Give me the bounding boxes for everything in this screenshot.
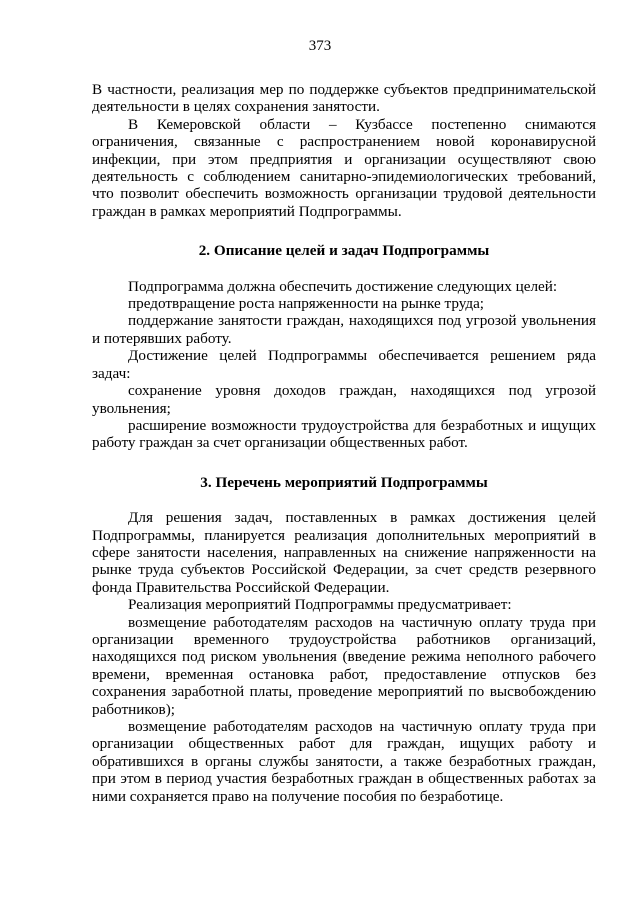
paragraph-support-measures: В частности, реализация мер по поддержке субъектов предпринимательской деятельности в целях сохранения занятости. xyxy=(92,81,596,116)
paragraph-measures-plan: Для решения задач, поставленных в рамках достижения целей Подпрограммы, планируется реализация дополнительных мероприятий в сфере занятости населения, направленных на снижение напряженности на рынке труда субъектов Российской Федерации, за счет средств резервного фонда Правительства Российской Федерации. xyxy=(92,509,596,596)
section-heading-measures: 3. Перечень мероприятий Подпрограммы xyxy=(200,473,488,491)
paragraph-goals-intro: Подпрограмма должна обеспечить достижение следующих целей: xyxy=(128,277,558,295)
paragraph-goal-prevent-tension: предотвращение роста напряженности на рынке труда; xyxy=(128,295,485,313)
paragraph-task-income: сохранение уровня доходов граждан, находящихся под угрозой увольнения; xyxy=(92,382,596,417)
paragraph-measure-public-works: возмещение работодателям расходов на частичную оплату труда при организации общественных работ для граждан, ищущих работу и обратившихся в органы службы занятости, а также безработных граждан, при этом в период участия безработных граждан в общественных работах за ними сохраняется право на получение пособия по безработице. xyxy=(92,718,596,805)
paragraph-tasks-intro: Достижение целей Подпрограммы обеспечивается решением ряда задач: xyxy=(92,347,596,382)
page-number: 373 xyxy=(308,38,332,54)
section-heading-goals: 2. Описание целей и задач Подпрограммы xyxy=(198,242,490,260)
document-body xyxy=(92,81,596,805)
paragraph-goal-employment: поддержание занятости граждан, находящихся под угрозой увольнения и потерявших работу. xyxy=(92,312,596,347)
paragraph-measure-temporary-employment: возмещение работодателям расходов на частичную оплату труда при организации временного трудоустройства работников организаций, находящихся под риском увольнения (введение режима неполного рабочего времени, временная остановка работ, предоставление отпусков без сохранения заработной платы, проведение мероприятий по высвобождению работников); xyxy=(92,613,596,718)
paragraph-measures-intro: Реализация мероприятий Подпрограммы предусматривает: xyxy=(128,596,512,614)
paragraph-kuzbass-restrictions: В Кемеровской области – Кузбассе постепенно снимаются ограничения, связанные с распространением новой коронавирусной инфекции, при этом предприятия и организации осуществляют свою деятельность с соблюдением санитарно-эпидемиологических требований, что позволит обеспечить возможность организации трудовой деятельности граждан в рамках мероприятий Подпрограммы. xyxy=(92,115,596,220)
paragraph-task-public-works: расширение возможности трудоустройства для безработных и ищущих работу граждан за счет организации общественных работ. xyxy=(92,416,596,452)
